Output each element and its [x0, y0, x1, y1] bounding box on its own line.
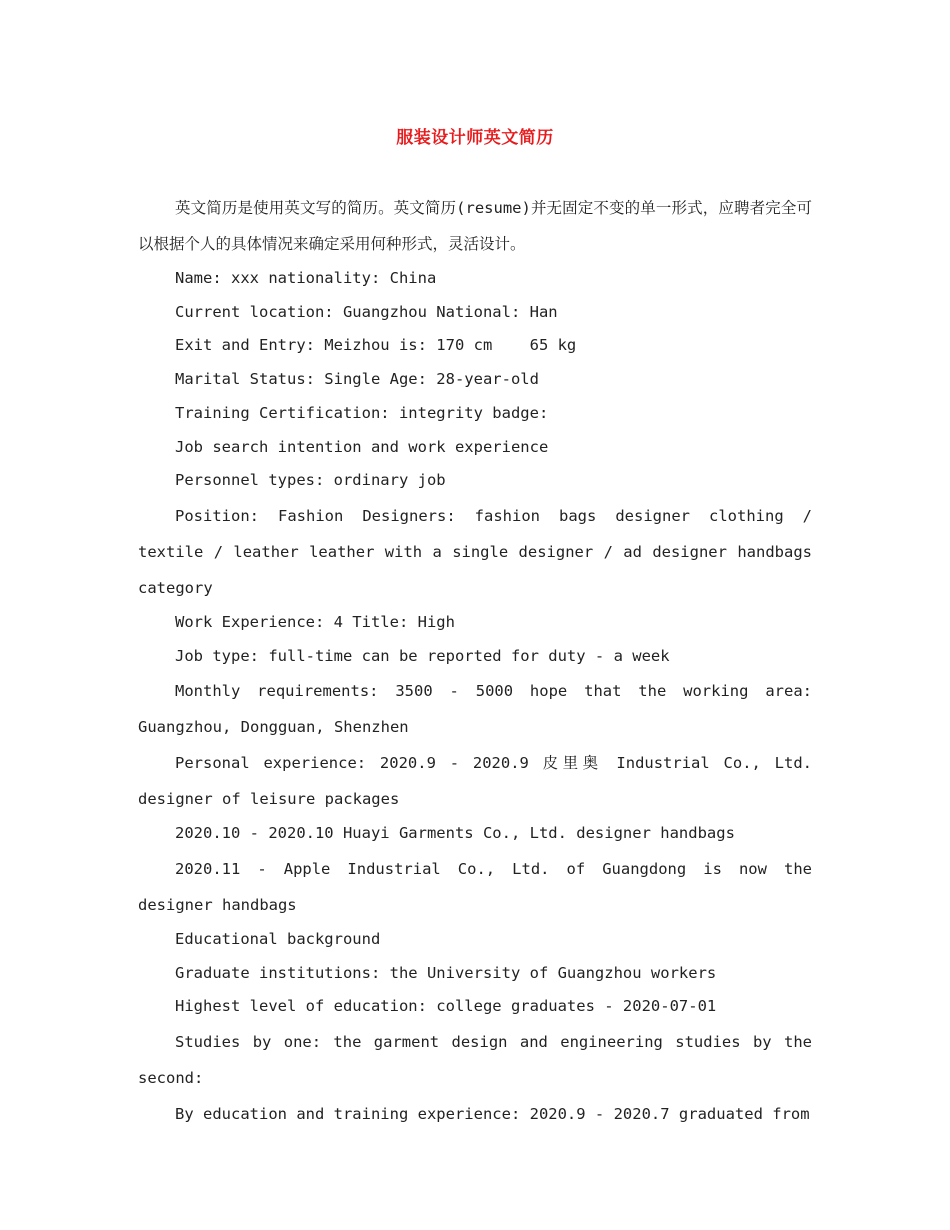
job-type-line: Job type: full-time can be reported for duty - a week [175, 646, 670, 665]
document-body [138, 190, 822, 1132]
physical-line: Exit and Entry: Meizhou is: 170 cm 65 kg [175, 336, 577, 355]
education-heading: Educational background [175, 930, 381, 949]
personnel-type-line: Personnel types: ordinary job [175, 471, 446, 490]
experience-line-2: 2020.10 - 2020.10 Huayi Garments Co., Ltd. designer handbags [175, 824, 735, 843]
work-experience-line: Work Experience: 4 Title: High [175, 612, 455, 631]
requirements-paragraph: Monthly requirements: 3500 - 5000 hope that the working area: Guangzhou, Dongguan, Shenzhen [138, 682, 822, 737]
studies-paragraph: Studies by one: the garment design and engineering studies by the second: [138, 1033, 822, 1088]
experience-paragraph-3: 2020.11 - Apple Industrial Co., Ltd. of Guangdong is now the designer handbags [138, 860, 822, 915]
personal-experience-paragraph: Personal experience: 2020.9 - 2020.9 皮里奥 Industrial Co., Ltd. designer of leisure packages [138, 754, 822, 809]
certification-line: Training Certification: integrity badge: [175, 403, 549, 422]
position-paragraph: Position: Fashion Designers: fashion bags designer clothing / textile / leather leather with a single designer / ad designer handbags category [138, 506, 822, 597]
job-intention-heading: Job search intention and work experience [175, 437, 549, 456]
education-level-line: Highest level of education: college graduates - 2020-07-01 [175, 997, 717, 1016]
location-line: Current location: Guangzhou National: Han [175, 302, 558, 321]
document-title: 服装设计师英文简历 [396, 128, 554, 148]
intro-paragraph: 英文简历是使用英文写的简历。英文简历(resume)并无固定不变的单一形式，应聘者完全可以根据个人的具体情况来确定采用何种形式，灵活设计。 [138, 199, 812, 253]
graduate-institution-line: Graduate institutions: the University of Guangzhou workers [175, 963, 717, 982]
training-experience-line: By education and training experience: 2020.9 - 2020.7 graduated from [175, 1105, 810, 1124]
name-line: Name: xxx nationality: China [175, 269, 437, 287]
marital-line: Marital Status: Single Age: 28-year-old [175, 370, 539, 389]
